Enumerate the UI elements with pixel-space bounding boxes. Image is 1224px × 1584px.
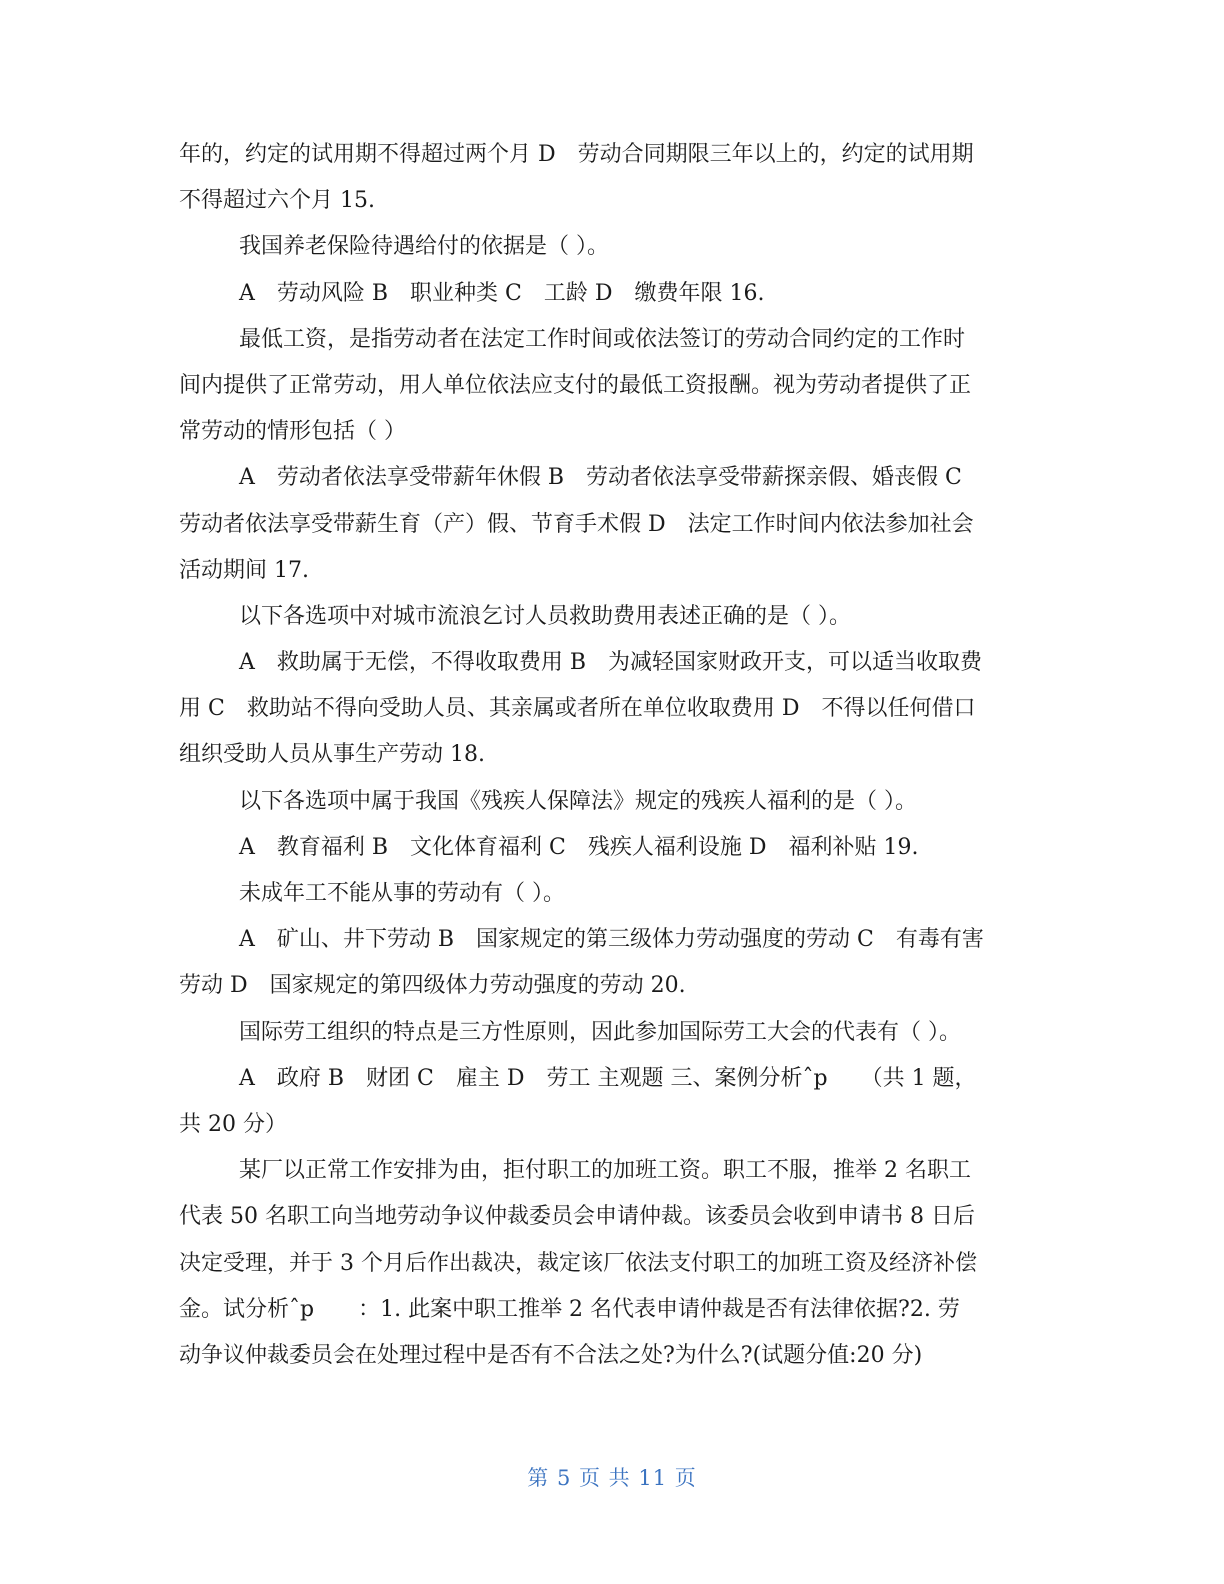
text-line: 年的，约定的试用期不得超过两个月 D 劳动合同期限三年以上的，约定的试用期 (179, 142, 974, 167)
text-line: 最低工资，是指劳动者在法定工作时间或依法签订的劳动合同约定的工作时 (239, 326, 966, 352)
text-line: 组织受助人员从事生产劳动 18. (179, 742, 485, 768)
text-line: A 劳动者依法享受带薪年休假 B 劳动者依法享受带薪探亲假、婚丧假 C (239, 465, 962, 491)
document-body (179, 132, 1037, 1379)
text-line: 用 C 救助站不得向受助人员、其亲属或者所在单位收取费用 D 不得以任何借口 (179, 696, 976, 722)
text-line: A 政府 B 财团 C 雇主 D 劳工 主观题 三、案例分析ˆp （共 1 题， (239, 1065, 977, 1091)
text-line: 动争议仲裁委员会在处理过程中是否有不合法之处?为什么?(试题分值:20 分) (179, 1342, 923, 1368)
text-line: 间内提供了正常劳动，用人单位依法应支付的最低工资报酬。视为劳动者提供了正 (179, 372, 972, 398)
text-line: A 矿山、井下劳动 B 国家规定的第三级体力劳动强度的劳动 C 有毒有害 (239, 927, 984, 953)
text-line: 未成年工不能从事的劳动有（ ）。 (239, 881, 565, 906)
text-line: A 救助属于无偿，不得收取费用 B 为减轻国家财政开支，可以适当收取费 (239, 650, 983, 676)
text-line: 不得超过六个月 15. (179, 188, 375, 214)
text-line: 劳动 D 国家规定的第四级体力劳动强度的劳动 20. (179, 973, 686, 999)
text-line: 我国养老保险待遇给付的依据是（ ）。 (239, 234, 609, 260)
text-line: 共 20 分） (179, 1111, 287, 1137)
text-line: 决定受理，并于 3 个月后作出裁决，裁定该厂依法支付职工的加班工资及经济补偿 (179, 1250, 977, 1276)
text-line: A 劳动风险 B 职业种类 C 工龄 D 缴费年限 16. (239, 280, 765, 306)
text-line: 以下各选项中属于我国《残疾人保障法》规定的残疾人福利的是（ ）。 (239, 788, 917, 814)
text-line: 以下各选项中对城市流浪乞讨人员救助费用表述正确的是（ ）。 (239, 603, 851, 629)
text-line: 金。试分析ˆp ：1. 此案中职工推举 2 名代表申请仲裁是否有法律依据?2. 劳 (179, 1296, 960, 1322)
text-line: A 教育福利 B 文化体育福利 C 残疾人福利设施 D 福利补贴 19. (239, 834, 919, 860)
text-line: 活动期间 17. (179, 557, 309, 583)
page-footer: 第 5 页 共 11 页 (527, 1466, 697, 1490)
text-line: 劳动者依法享受带薪生育（产）假、节育手术假 D 法定工作时间内依法参加社会 (179, 511, 974, 537)
text-line: 代表 50 名职工向当地劳动争议仲裁委员会申请仲裁。该委员会收到申请书 8 日后 (179, 1204, 975, 1230)
text-line: 国际劳工组织的特点是三方性原则，因此参加国际劳工大会的代表有（ ）。 (239, 1019, 961, 1045)
text-line: 常劳动的情形包括（ ） (179, 419, 406, 445)
text-line: 某厂以正常工作安排为由，拒付职工的加班工资。职工不服，推举 2 名职工 (239, 1158, 971, 1184)
